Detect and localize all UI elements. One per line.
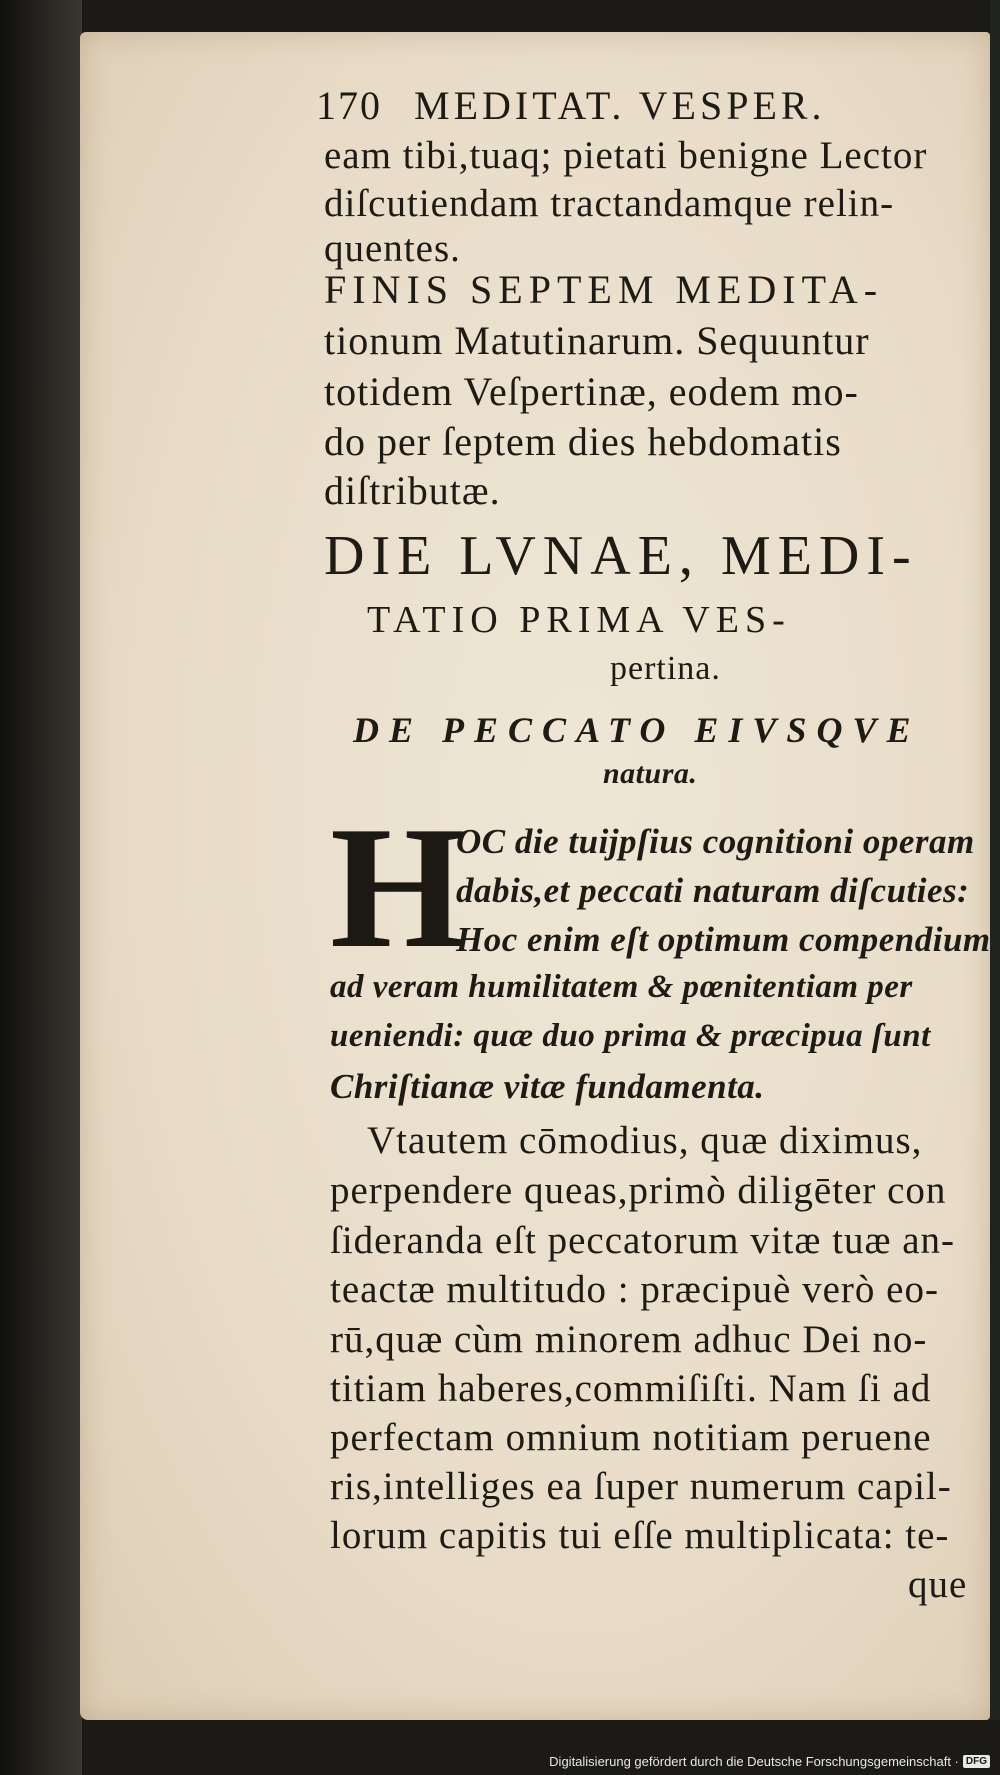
italic-line: ueniendi: quæ duo prima & præcipua ſunt	[330, 1018, 931, 1054]
text-line-caps: FINIS SEPTEM MEDITA-	[324, 267, 884, 312]
text-line: diſtributæ.	[324, 468, 501, 513]
body-line: titiam haberes,commiſiſti. Nam ſi ad	[330, 1367, 932, 1410]
section-heading-end: pertina.	[610, 650, 721, 687]
scan-left-margin	[0, 0, 82, 1775]
drop-cap: H	[330, 790, 467, 984]
body-line: rū,quæ cùm minorem adhuc Dei no-	[330, 1318, 928, 1361]
italic-line: dabis,et peccati naturam diſcuties:	[456, 871, 970, 910]
subheading: DE PECCATO EIVSQVE	[353, 710, 921, 750]
italic-line: Hoc enim eſt optimum compendium	[456, 920, 991, 959]
scan-right-edge	[990, 0, 1000, 1720]
body-line: ris,intelliges ea ſuper numerum capil-	[330, 1465, 952, 1508]
body-line: ſideranda eſt peccatorum vitæ tuæ an-	[330, 1219, 956, 1262]
dfg-logo: DFG	[963, 1755, 990, 1768]
text-line: eam tibi,tuaq; pietati benigne Lector	[324, 134, 928, 177]
body-line: lorum capitis tui eſſe multiplicata: te-	[330, 1514, 950, 1557]
body-line: perpendere queas,primò diligēter con	[330, 1169, 947, 1212]
italic-line: Chriſtianæ vitæ fundamenta.	[330, 1067, 765, 1106]
subheading-end: natura.	[603, 757, 698, 790]
text-line: totidem Veſpertinæ, eodem mo-	[324, 369, 859, 414]
italic-line: ad veram humilitatem & pœnitentiam per	[330, 969, 913, 1005]
body-line: teactæ multitudo : præcipuè verò eo-	[330, 1268, 939, 1311]
footer-text: Digitalisierung gefördert durch die Deutsche Forschungsgemeinschaft ·	[549, 1754, 959, 1769]
running-head	[316, 82, 966, 129]
catchword: que	[908, 1563, 968, 1606]
text-line: do per ſeptem dies hebdomatis	[324, 419, 842, 464]
text-line: diſcutiendam tractandamque relin-	[324, 182, 895, 225]
italic-line: OC die tuijpſius cognitioni operam	[456, 822, 975, 861]
page-number: 170	[316, 83, 382, 128]
text-line: quentes.	[324, 227, 461, 270]
text-line: tionum Matutinarum. Sequuntur	[324, 318, 870, 363]
digitization-footer	[549, 1754, 990, 1769]
section-heading: DIE LVNAE, MEDI-	[324, 525, 918, 587]
section-heading-cont: TATIO PRIMA VES-	[367, 599, 791, 641]
body-line: perfectam omnium notitiam peruene	[330, 1416, 932, 1459]
running-head-title: MEDITAT. VESPER.	[414, 83, 826, 128]
body-line: Vtautem cōmodius, quæ diximus,	[367, 1119, 923, 1162]
